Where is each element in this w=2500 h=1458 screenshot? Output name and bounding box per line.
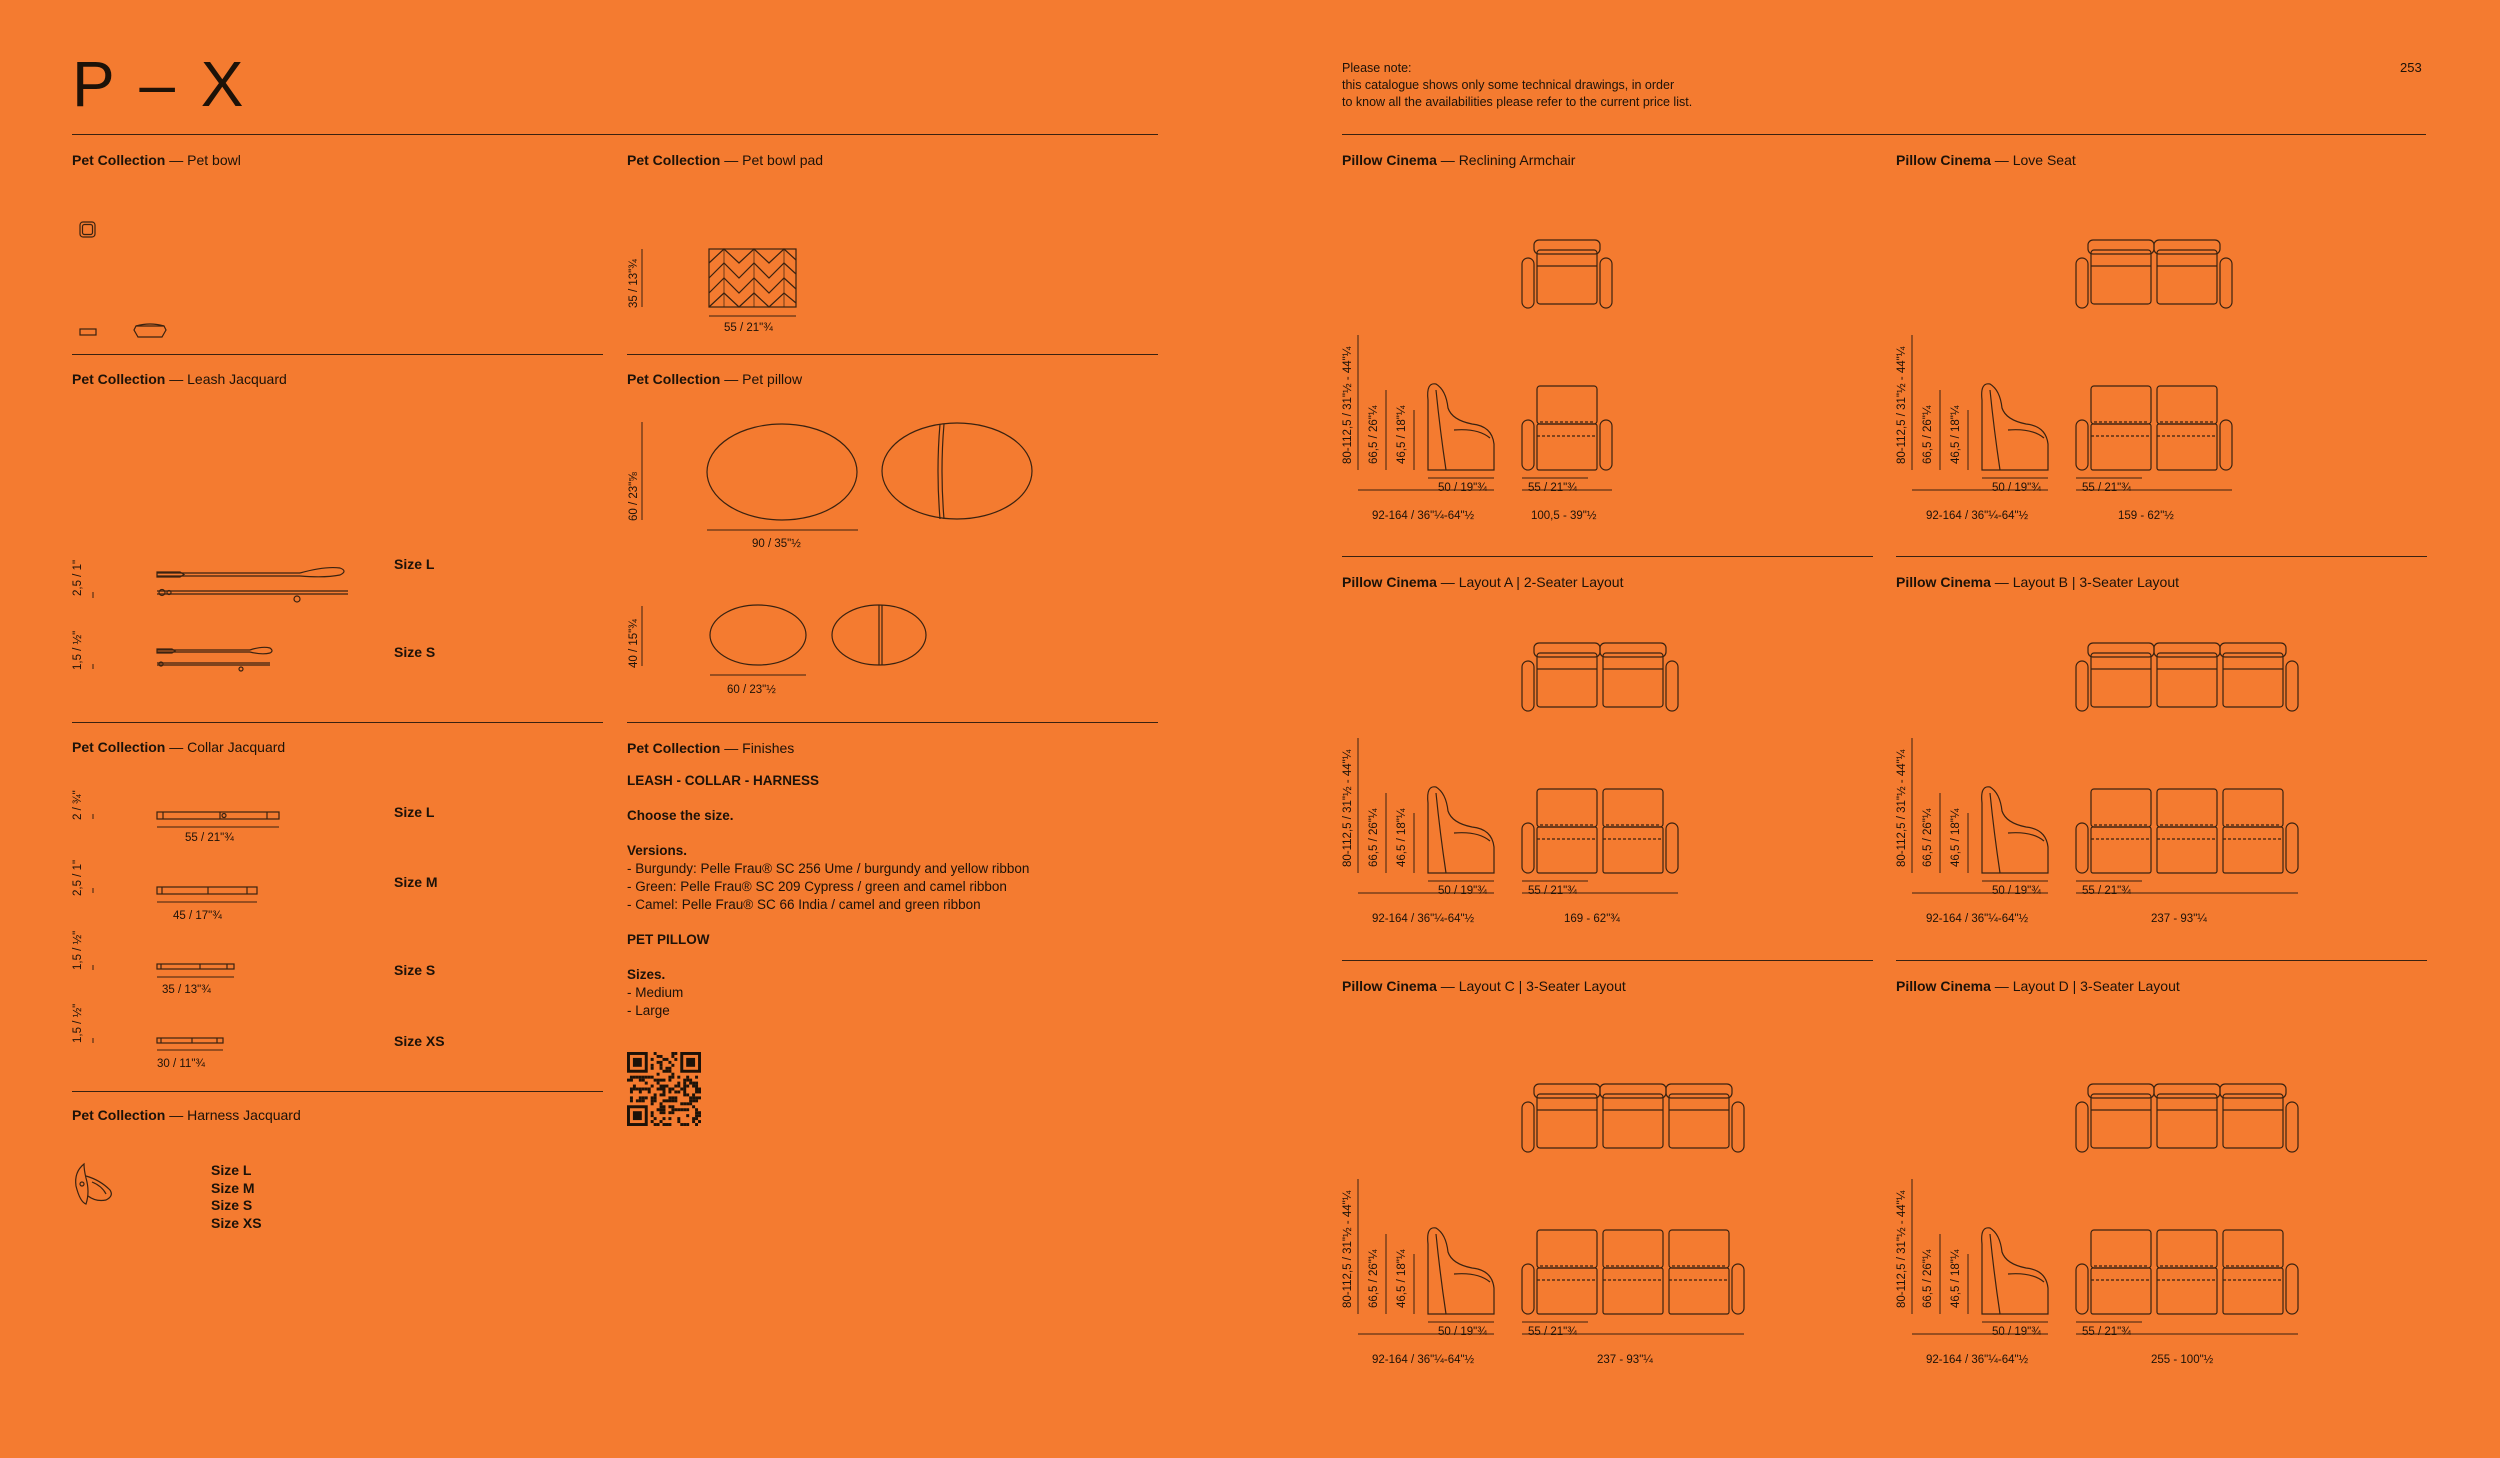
cinema-height-total-6: 80-112,5 / 31"½ - 44"¼ [1896, 1190, 1908, 1308]
cinema-rule-2 [1896, 556, 2427, 557]
cinema-drawing-6 [1896, 1084, 2496, 1324]
cinema-total-depth-2: 92-164 / 36"¼-64"½ [1926, 510, 2029, 522]
finishes-heading-pillow: PET PILLOW [627, 932, 710, 947]
finishes-heading-leash: LEASH - COLLAR - HARNESS [627, 773, 819, 788]
cinema-height-seat-5: 46,5 / 18"¼ [1396, 1249, 1408, 1308]
cinema-height-arm-1: 66,5 / 26"¼ [1368, 405, 1380, 464]
cinema-seat-depth-5: 50 / 19"¾ [1438, 1326, 1487, 1338]
pet-bowl-drawing [72, 215, 192, 345]
collar-title: Pet Collection — Collar Jacquard [72, 739, 286, 755]
cinema-seat-width-2: 55 / 21"¾ [2082, 482, 2131, 494]
leash-title: Pet Collection — Leash Jacquard [72, 371, 287, 387]
catalogue-note: Please note: this catalogue shows only some technical drawings, in order to know all the availabilities please refer to the current price list. [1342, 61, 1693, 109]
collar-xs-width: 30 / 11"¾ [157, 1058, 205, 1070]
rule-left-1 [72, 354, 603, 355]
cinema-seat-depth-1: 50 / 19"¾ [1438, 482, 1487, 494]
cinema-seat-width-5: 55 / 21"¾ [1528, 1326, 1577, 1338]
cinema-title-6: Pillow Cinema — Layout D | 3-Seater Layout [1896, 978, 2180, 994]
cinema-height-seat-4: 46,5 / 18"¼ [1950, 808, 1962, 867]
harness-size-s: Size S [211, 1197, 253, 1213]
harness-size-l: Size L [211, 1162, 252, 1178]
leash-size-s: Size S [394, 644, 436, 660]
pet-bowl-pad-width: 55 / 21"¾ [724, 322, 773, 334]
cinema-seat-width-3: 55 / 21"¾ [1528, 885, 1577, 897]
cinema-height-arm-2: 66,5 / 26"¼ [1922, 405, 1934, 464]
cinema-height-seat-2: 46,5 / 18"¼ [1950, 405, 1962, 464]
finishes-text [627, 772, 1127, 1020]
cinema-seat-depth-2: 50 / 19"¾ [1992, 482, 2041, 494]
leash-drawing [90, 560, 360, 670]
cinema-total-depth-3: 92-164 / 36"¼-64"½ [1372, 913, 1475, 925]
pet-bowl-pad-height: 35 / 13"¾ [628, 259, 640, 308]
pet-pillow-large-height: 60 / 23"⅝ [628, 472, 640, 521]
cinema-title-3: Pillow Cinema — Layout A | 2-Seater Layout [1342, 574, 1624, 590]
cinema-total-width-5: 237 - 93"¼ [1597, 1354, 1653, 1366]
cinema-seat-depth-4: 50 / 19"¾ [1992, 885, 2041, 897]
collar-l-width: 55 / 21"¾ [185, 832, 234, 844]
collar-size-m: Size M [394, 874, 438, 890]
cinema-drawing-5 [1342, 1084, 1942, 1324]
finishes-title: Pet Collection — Finishes [627, 740, 795, 756]
finishes-version-burgundy: - Burgundy: Pelle Frau® SC 256 Ume / burgundy and yellow ribbon [627, 861, 1030, 876]
cinema-height-total-3: 80-112,5 / 31"½ - 44"¼ [1342, 749, 1354, 867]
cinema-depth-lines-6 [1896, 1332, 2496, 1372]
rule-left-2 [72, 722, 603, 723]
rule-mid-1 [627, 354, 1158, 355]
cinema-height-arm-6: 66,5 / 26"¼ [1922, 1249, 1934, 1308]
finishes-sizes-label: Sizes. [627, 967, 666, 982]
cinema-seat-width-1: 55 / 21"¾ [1528, 482, 1577, 494]
cinema-height-arm-4: 66,5 / 26"¼ [1922, 808, 1934, 867]
finishes-versions-label: Versions. [627, 843, 688, 858]
cinema-depth-lines-2 [1896, 488, 2496, 528]
pet-pillow-small-height: 40 / 15"¾ [628, 619, 640, 668]
finishes-choose-size: Choose the size. [627, 808, 734, 823]
cinema-rule-4 [1896, 960, 2427, 961]
cinema-height-arm-5: 66,5 / 26"¼ [1368, 1249, 1380, 1308]
cinema-depth-lines-5 [1342, 1332, 1942, 1372]
cinema-height-total-2: 80-112,5 / 31"½ - 44"¼ [1896, 346, 1908, 464]
pet-pillow-small-width: 60 / 23"½ [727, 684, 776, 696]
cinema-total-depth-1: 92-164 / 36"¼-64"½ [1372, 510, 1475, 522]
cinema-seat-width-6: 55 / 21"¾ [2082, 1326, 2131, 1338]
cinema-height-total-1: 80-112,5 / 31"½ - 44"¼ [1342, 346, 1354, 464]
cinema-height-seat-3: 46,5 / 18"¼ [1396, 808, 1408, 867]
cinema-title-5: Pillow Cinema — Layout C | 3-Seater Layout [1342, 978, 1626, 994]
rule-mid-2 [627, 722, 1158, 723]
collar-s-width: 35 / 13"¾ [162, 984, 211, 996]
collar-s-dim: 1,5 / ½" [72, 930, 84, 970]
page-title: P – X [72, 48, 248, 120]
pet-pillow-small-drawing [640, 600, 940, 680]
cinema-height-seat-6: 46,5 / 18"¼ [1950, 1249, 1962, 1308]
finishes-size-large: - Large [627, 1003, 670, 1018]
cinema-height-total-5: 80-112,5 / 31"½ - 44"¼ [1342, 1190, 1354, 1308]
cinema-title-4: Pillow Cinema — Layout B | 3-Seater Layout [1896, 574, 2179, 590]
cinema-total-depth-4: 92-164 / 36"¼-64"½ [1926, 913, 2029, 925]
cinema-total-width-4: 237 - 93"¼ [2151, 913, 2207, 925]
qr-code-icon[interactable] [627, 1052, 701, 1126]
pet-bowl-pad-title: Pet Collection — Pet bowl pad [627, 152, 824, 168]
pet-pillow-large-drawing [640, 420, 1040, 540]
cinema-drawing-4 [1896, 643, 2496, 883]
collar-size-s: Size S [394, 962, 436, 978]
finishes-size-medium: - Medium [627, 985, 684, 1000]
cinema-total-width-3: 169 - 62"¾ [1564, 913, 1620, 925]
collar-m-width: 45 / 17"¾ [173, 910, 222, 922]
cinema-rule-1 [1342, 556, 1873, 557]
cinema-depth-lines-4 [1896, 891, 2496, 931]
collar-xs-dim: 1,5 / ½" [72, 1003, 84, 1043]
cinema-total-width-6: 255 - 100"½ [2151, 1354, 2214, 1366]
collar-l-dim: 2 / ¾" [72, 790, 84, 820]
pet-bowl-title: Pet Collection — Pet bowl [72, 152, 241, 168]
page-number: 253 [2400, 60, 2422, 75]
harness-size-m: Size M [211, 1179, 255, 1196]
harness-drawing [72, 1162, 122, 1207]
cinema-total-width-1: 100,5 - 39"½ [1531, 510, 1597, 522]
leash-l-dim: 2,5 / 1" [72, 559, 84, 596]
harness-title: Pet Collection — Harness Jacquard [72, 1107, 301, 1123]
cinema-height-arm-3: 66,5 / 26"¼ [1368, 808, 1380, 867]
rule-left-3 [72, 1091, 603, 1092]
cinema-height-seat-1: 46,5 / 18"¼ [1396, 405, 1408, 464]
pet-pillow-large-width: 90 / 35"½ [752, 538, 801, 550]
cinema-title-1: Pillow Cinema — Reclining Armchair [1342, 152, 1576, 168]
finishes-version-green: - Green: Pelle Frau® SC 209 Cypress / green and camel ribbon [627, 879, 1007, 894]
cinema-seat-depth-6: 50 / 19"¾ [1992, 1326, 2041, 1338]
cinema-drawing-3 [1342, 643, 1942, 883]
cinema-seat-width-4: 55 / 21"¾ [2082, 885, 2131, 897]
harness-size-xs: Size XS [211, 1214, 262, 1231]
cinema-total-width-2: 159 - 62"½ [2118, 510, 2174, 522]
pet-pillow-title: Pet Collection — Pet pillow [627, 371, 803, 387]
header-rule-right [1342, 134, 2426, 135]
cinema-total-depth-5: 92-164 / 36"¼-64"½ [1372, 1354, 1475, 1366]
collar-size-xs: Size XS [394, 1033, 445, 1049]
cinema-height-total-4: 80-112,5 / 31"½ - 44"¼ [1896, 749, 1908, 867]
cinema-total-depth-6: 92-164 / 36"¼-64"½ [1926, 1354, 2029, 1366]
cinema-depth-lines-1 [1342, 488, 1942, 528]
leash-size-l: Size L [394, 556, 435, 572]
leash-s-dim: 1,5 / ½" [72, 630, 84, 670]
harness-sizes [211, 1162, 262, 1232]
cinema-drawing-2 [1896, 240, 2496, 480]
collar-m-dim: 2,5 / 1" [72, 859, 84, 896]
header-rule-left [72, 134, 1158, 135]
collar-size-l: Size L [394, 804, 435, 820]
cinema-seat-depth-3: 50 / 19"¾ [1438, 885, 1487, 897]
cinema-depth-lines-3 [1342, 891, 1942, 931]
finishes-version-camel: - Camel: Pelle Frau® SC 66 India / camel and green ribbon [627, 897, 981, 912]
cinema-title-2: Pillow Cinema — Love Seat [1896, 152, 2076, 168]
cinema-drawing-1 [1342, 240, 1942, 480]
cinema-rule-3 [1342, 960, 1873, 961]
